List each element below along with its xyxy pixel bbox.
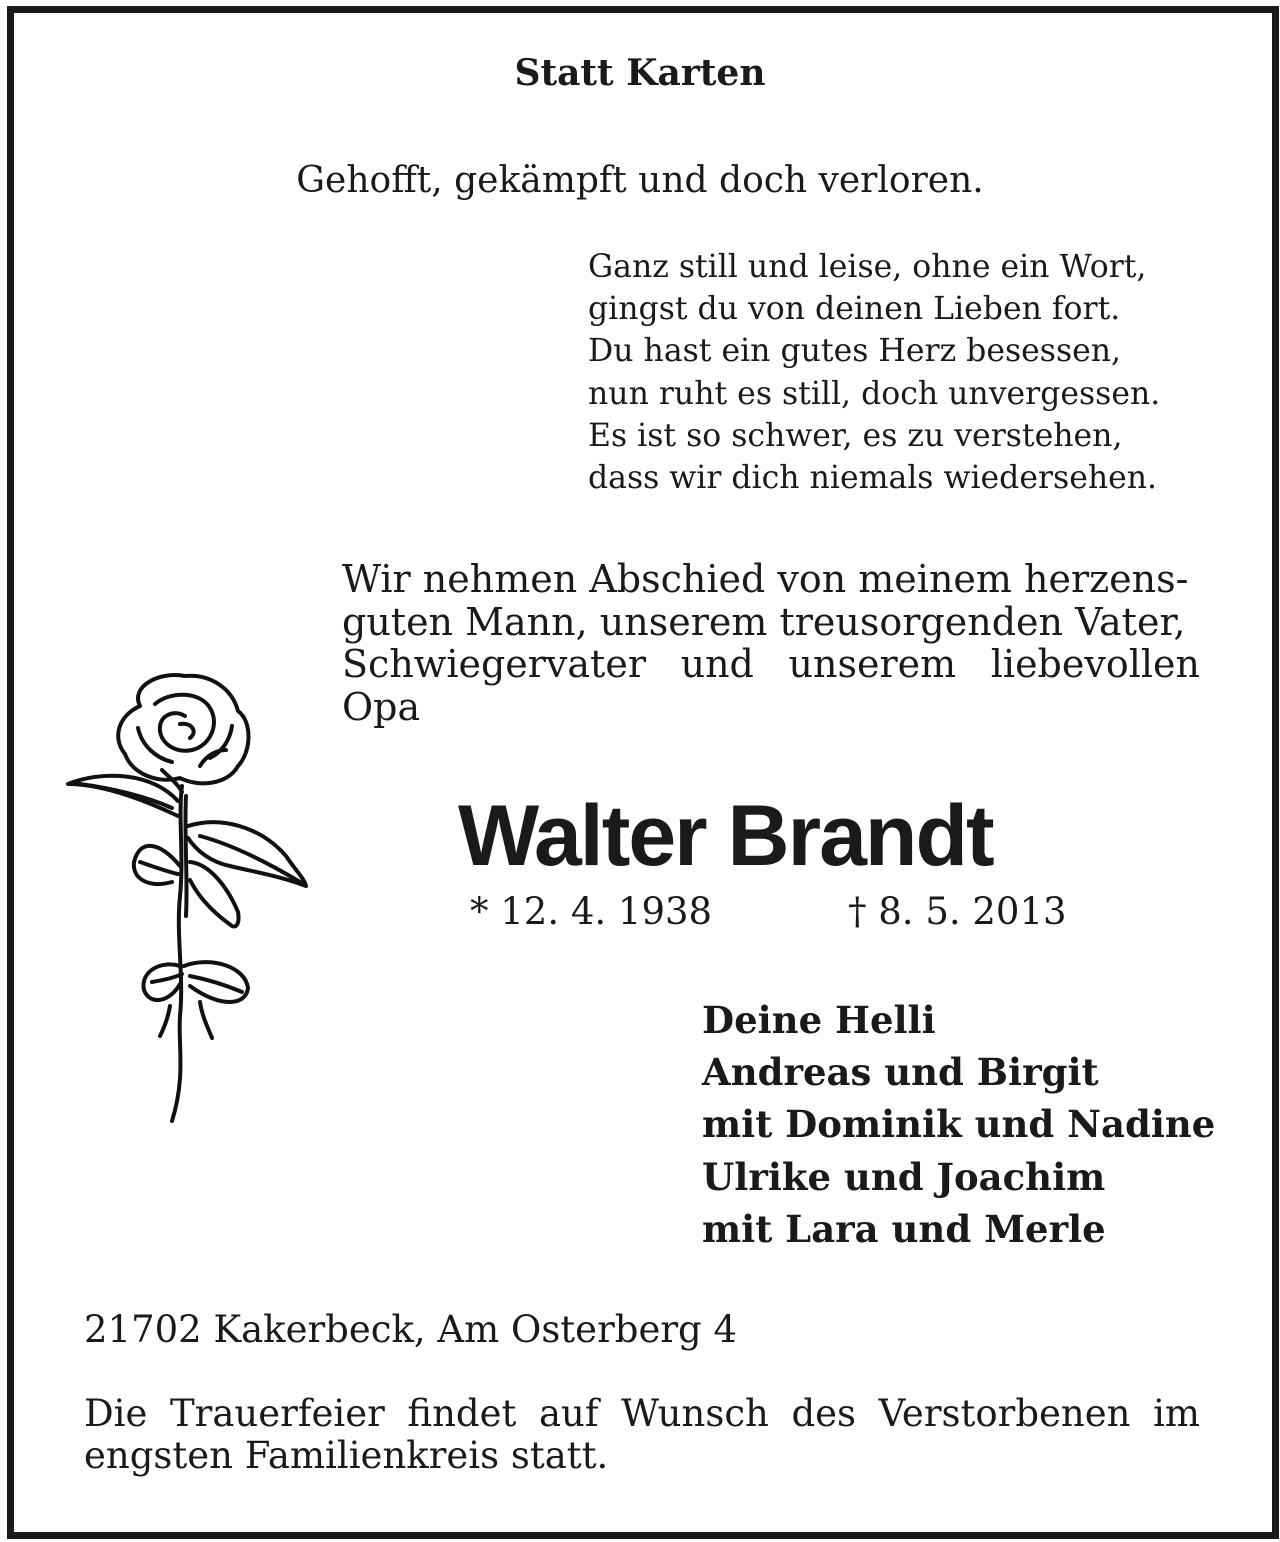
- service-word: des: [791, 1392, 857, 1435]
- farewell-word: und: [680, 642, 754, 686]
- poem-line: nun ruht es still, doch unvergessen.: [588, 375, 1161, 412]
- service-word: Die: [84, 1392, 148, 1435]
- death-date: † 8. 5. 2013: [848, 890, 1067, 933]
- farewell-word: unserem: [788, 642, 957, 686]
- poem-line: Ganz still und leise, ohne ein Wort,: [588, 249, 1147, 285]
- poem-line: Es ist so schwer, es zu verstehen,: [588, 417, 1123, 454]
- farewell-line: guten Mann, unserem treusorgenden Vater,: [342, 599, 1186, 644]
- farewell-paragraph: [342, 558, 1200, 728]
- service-line: engsten Familienkreis statt.: [84, 1434, 609, 1477]
- family-line: Andreas und Birgit: [702, 1050, 1099, 1095]
- funeral-service-note: [84, 1393, 1200, 1477]
- poem-line: dass wir dich niemals wiedersehen.: [588, 460, 1158, 497]
- family-line: mit Dominik und Nadine: [702, 1102, 1216, 1147]
- poem-line: Du hast ein gutes Herz besessen,: [588, 333, 1122, 370]
- service-word: im: [1153, 1392, 1200, 1435]
- address: 21702 Kakerbeck, Am Osterberg 4: [84, 1308, 738, 1351]
- service-word: findet: [407, 1392, 517, 1435]
- farewell-line: Wir nehmen Abschied von meinem herzens-: [342, 557, 1189, 601]
- farewell-line: Opa: [342, 684, 421, 729]
- family-line: Deine Helli: [702, 998, 936, 1042]
- farewell-line: [342, 643, 1200, 686]
- service-word: Verstorbenen: [878, 1392, 1131, 1435]
- statt-karten-heading: Statt Karten: [514, 52, 766, 94]
- farewell-word: liebevollen: [990, 642, 1200, 686]
- birth-date: * 12. 4. 1938: [470, 890, 713, 933]
- family-line: mit Lara und Merle: [702, 1206, 1106, 1251]
- service-word: auf: [538, 1392, 599, 1435]
- family-line: Ulrike und Joachim: [702, 1154, 1106, 1199]
- deceased-name: Walter Brandt: [458, 788, 993, 884]
- service-word: Wunsch: [621, 1392, 769, 1435]
- poem-line: gingst du von deinen Lieben fort.: [588, 291, 1121, 328]
- farewell-word: Schwiegervater: [342, 642, 646, 686]
- rose-icon: [60, 666, 320, 1136]
- service-word: Trauerfeier: [169, 1392, 385, 1435]
- poem: [588, 246, 1160, 499]
- family-signatures: [702, 994, 1215, 1255]
- service-line: [84, 1393, 1200, 1435]
- motto-line: Gehofft, gekämpft und doch verloren.: [296, 160, 984, 201]
